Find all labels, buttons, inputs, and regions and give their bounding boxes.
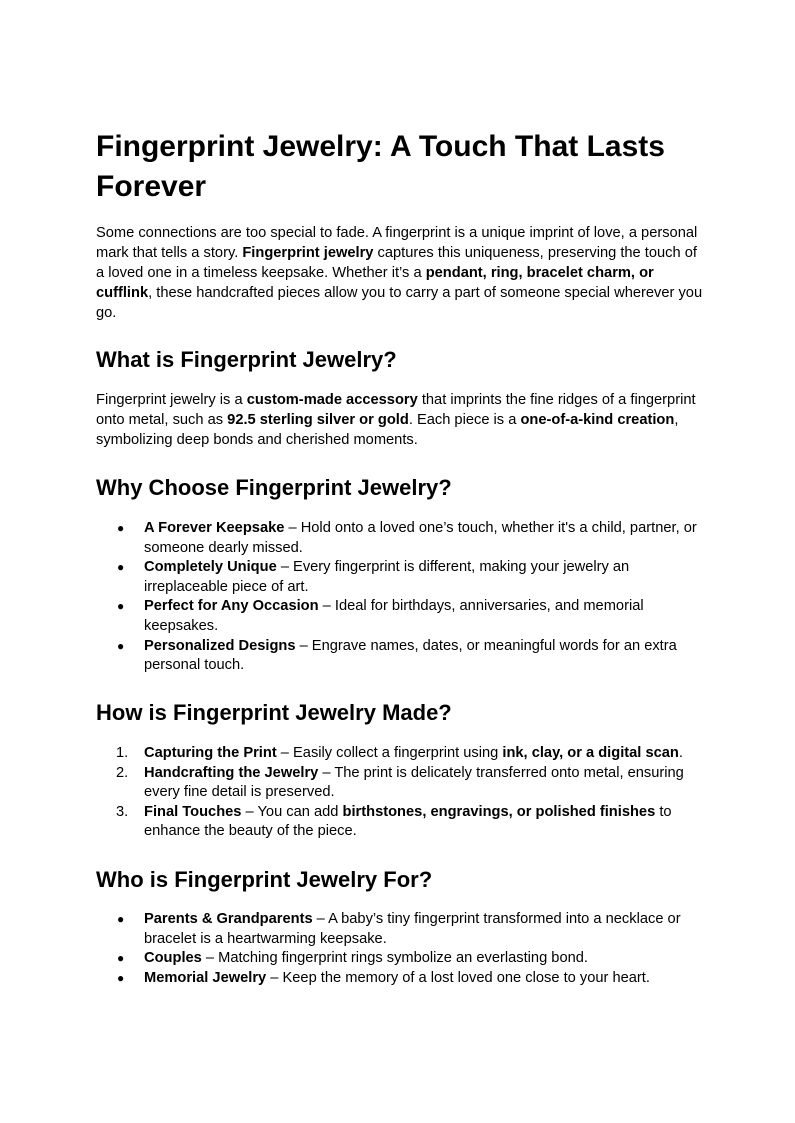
bold-text: custom-made accessory <box>246 392 418 408</box>
text-run: – Engrave names, dates, or meaningful words for an extra personal touch. <box>144 637 677 674</box>
bold-text: Memorial Jewelry <box>144 969 267 986</box>
text-run: . Each piece is a <box>408 412 521 428</box>
bullet-icon: ● <box>117 599 125 614</box>
list-item <box>96 910 706 949</box>
list-number: 3. <box>116 803 129 820</box>
bold-text: birthstones, engravings, or polished finishes <box>342 803 656 820</box>
bold-text: Personalized Designs <box>144 637 296 654</box>
text-run: Fingerprint jewelry is a <box>96 392 247 408</box>
who-for-list <box>96 910 706 988</box>
text-run: – Easily collect a fingerprint using <box>276 745 503 761</box>
text-run: – Ideal for birthdays, anniversaries, and memorial keepsakes. <box>144 598 644 634</box>
list-item <box>96 969 706 989</box>
list-item <box>96 949 706 969</box>
text-run: – Matching fingerprint rings symbolize an everlasting bond. <box>201 950 588 967</box>
list-number: 2. <box>116 764 129 781</box>
text-run: , symbolizing deep bonds and cherished moments. <box>96 412 679 448</box>
text-run: – You can add <box>241 803 343 820</box>
text-run: – A baby’s tiny fingerprint transformed into a necklace or bracelet is a heartwarming keepsake. <box>144 911 681 947</box>
list-item <box>96 764 706 803</box>
what-is-paragraph <box>96 390 706 450</box>
text-run: to enhance the beauty of the piece. <box>144 803 672 840</box>
list-item <box>96 597 706 636</box>
text-run: – Hold onto a loved one’s touch, whether it's a child, partner, or someone dearly missed. <box>144 520 697 556</box>
bold-text: one-of-a-kind creation <box>520 412 675 428</box>
heading-who-for: Who is Fingerprint Jewelry For? <box>96 867 433 892</box>
bold-text: Couples <box>144 950 202 967</box>
intro-paragraph <box>96 223 706 323</box>
list-item <box>96 558 706 597</box>
heading-what-is: What is Fingerprint Jewelry? <box>96 347 397 372</box>
bold-text: Fingerprint jewelry <box>242 245 374 261</box>
heading-how-made: How is Fingerprint Jewelry Made? <box>96 700 452 725</box>
list-item <box>96 637 706 676</box>
list-item <box>96 519 706 558</box>
list-item <box>96 744 706 764</box>
bullet-icon: ● <box>117 521 125 535</box>
list-number: 1. <box>116 745 129 761</box>
text-run: Some connections are too special to fade. A fingerprint is a unique imprint of love, a personal mark that tells a story. <box>96 225 698 261</box>
bold-text: Parents & Grandparents <box>144 911 313 927</box>
text-run: that imprints the fine ridges of a fingerprint onto metal, such as <box>96 392 696 428</box>
text-run: captures this uniqueness, preserving the touch of a loved one in a timeless keepsake. Whether it’s a <box>96 245 697 281</box>
bold-text: Capturing the Print <box>144 745 277 761</box>
bullet-icon: ● <box>117 951 125 966</box>
bold-text: Completely Unique <box>144 559 277 576</box>
bold-text: Final Touches <box>144 803 242 820</box>
heading-why-choose: Why Choose Fingerprint Jewelry? <box>96 475 452 500</box>
bold-text: 92.5 sterling silver or gold <box>227 412 409 428</box>
text-run: – The print is delicately transferred onto metal, ensuring every fine detail is preserved. <box>144 764 684 801</box>
bold-text: Handcrafting the Jewelry <box>144 764 319 781</box>
page-title: Fingerprint Jewelry: A Touch That Lasts Forever <box>96 130 665 203</box>
text-run: – Every fingerprint is different, making your jewelry an irreplaceable piece of art. <box>144 559 630 595</box>
bold-text: ink, clay, or a digital scan <box>502 745 679 761</box>
text-run: – Keep the memory of a lost loved one close to your heart. <box>266 969 650 986</box>
bold-text: pendant, ring, bracelet charm, or cufflink <box>96 265 654 301</box>
why-choose-list <box>96 519 706 676</box>
bold-text: A Forever Keepsake <box>144 520 285 536</box>
list-item <box>96 803 706 842</box>
bullet-icon: ● <box>117 638 125 653</box>
how-made-list <box>96 744 706 842</box>
bullet-icon: ● <box>117 970 125 985</box>
bullet-icon: ● <box>117 560 125 575</box>
bold-text: Perfect for Any Occasion <box>144 598 319 615</box>
text-run: . <box>678 745 683 761</box>
bullet-icon: ● <box>117 912 125 926</box>
text-run: , these handcrafted pieces allow you to carry a part of someone special wherever you go. <box>96 285 703 321</box>
